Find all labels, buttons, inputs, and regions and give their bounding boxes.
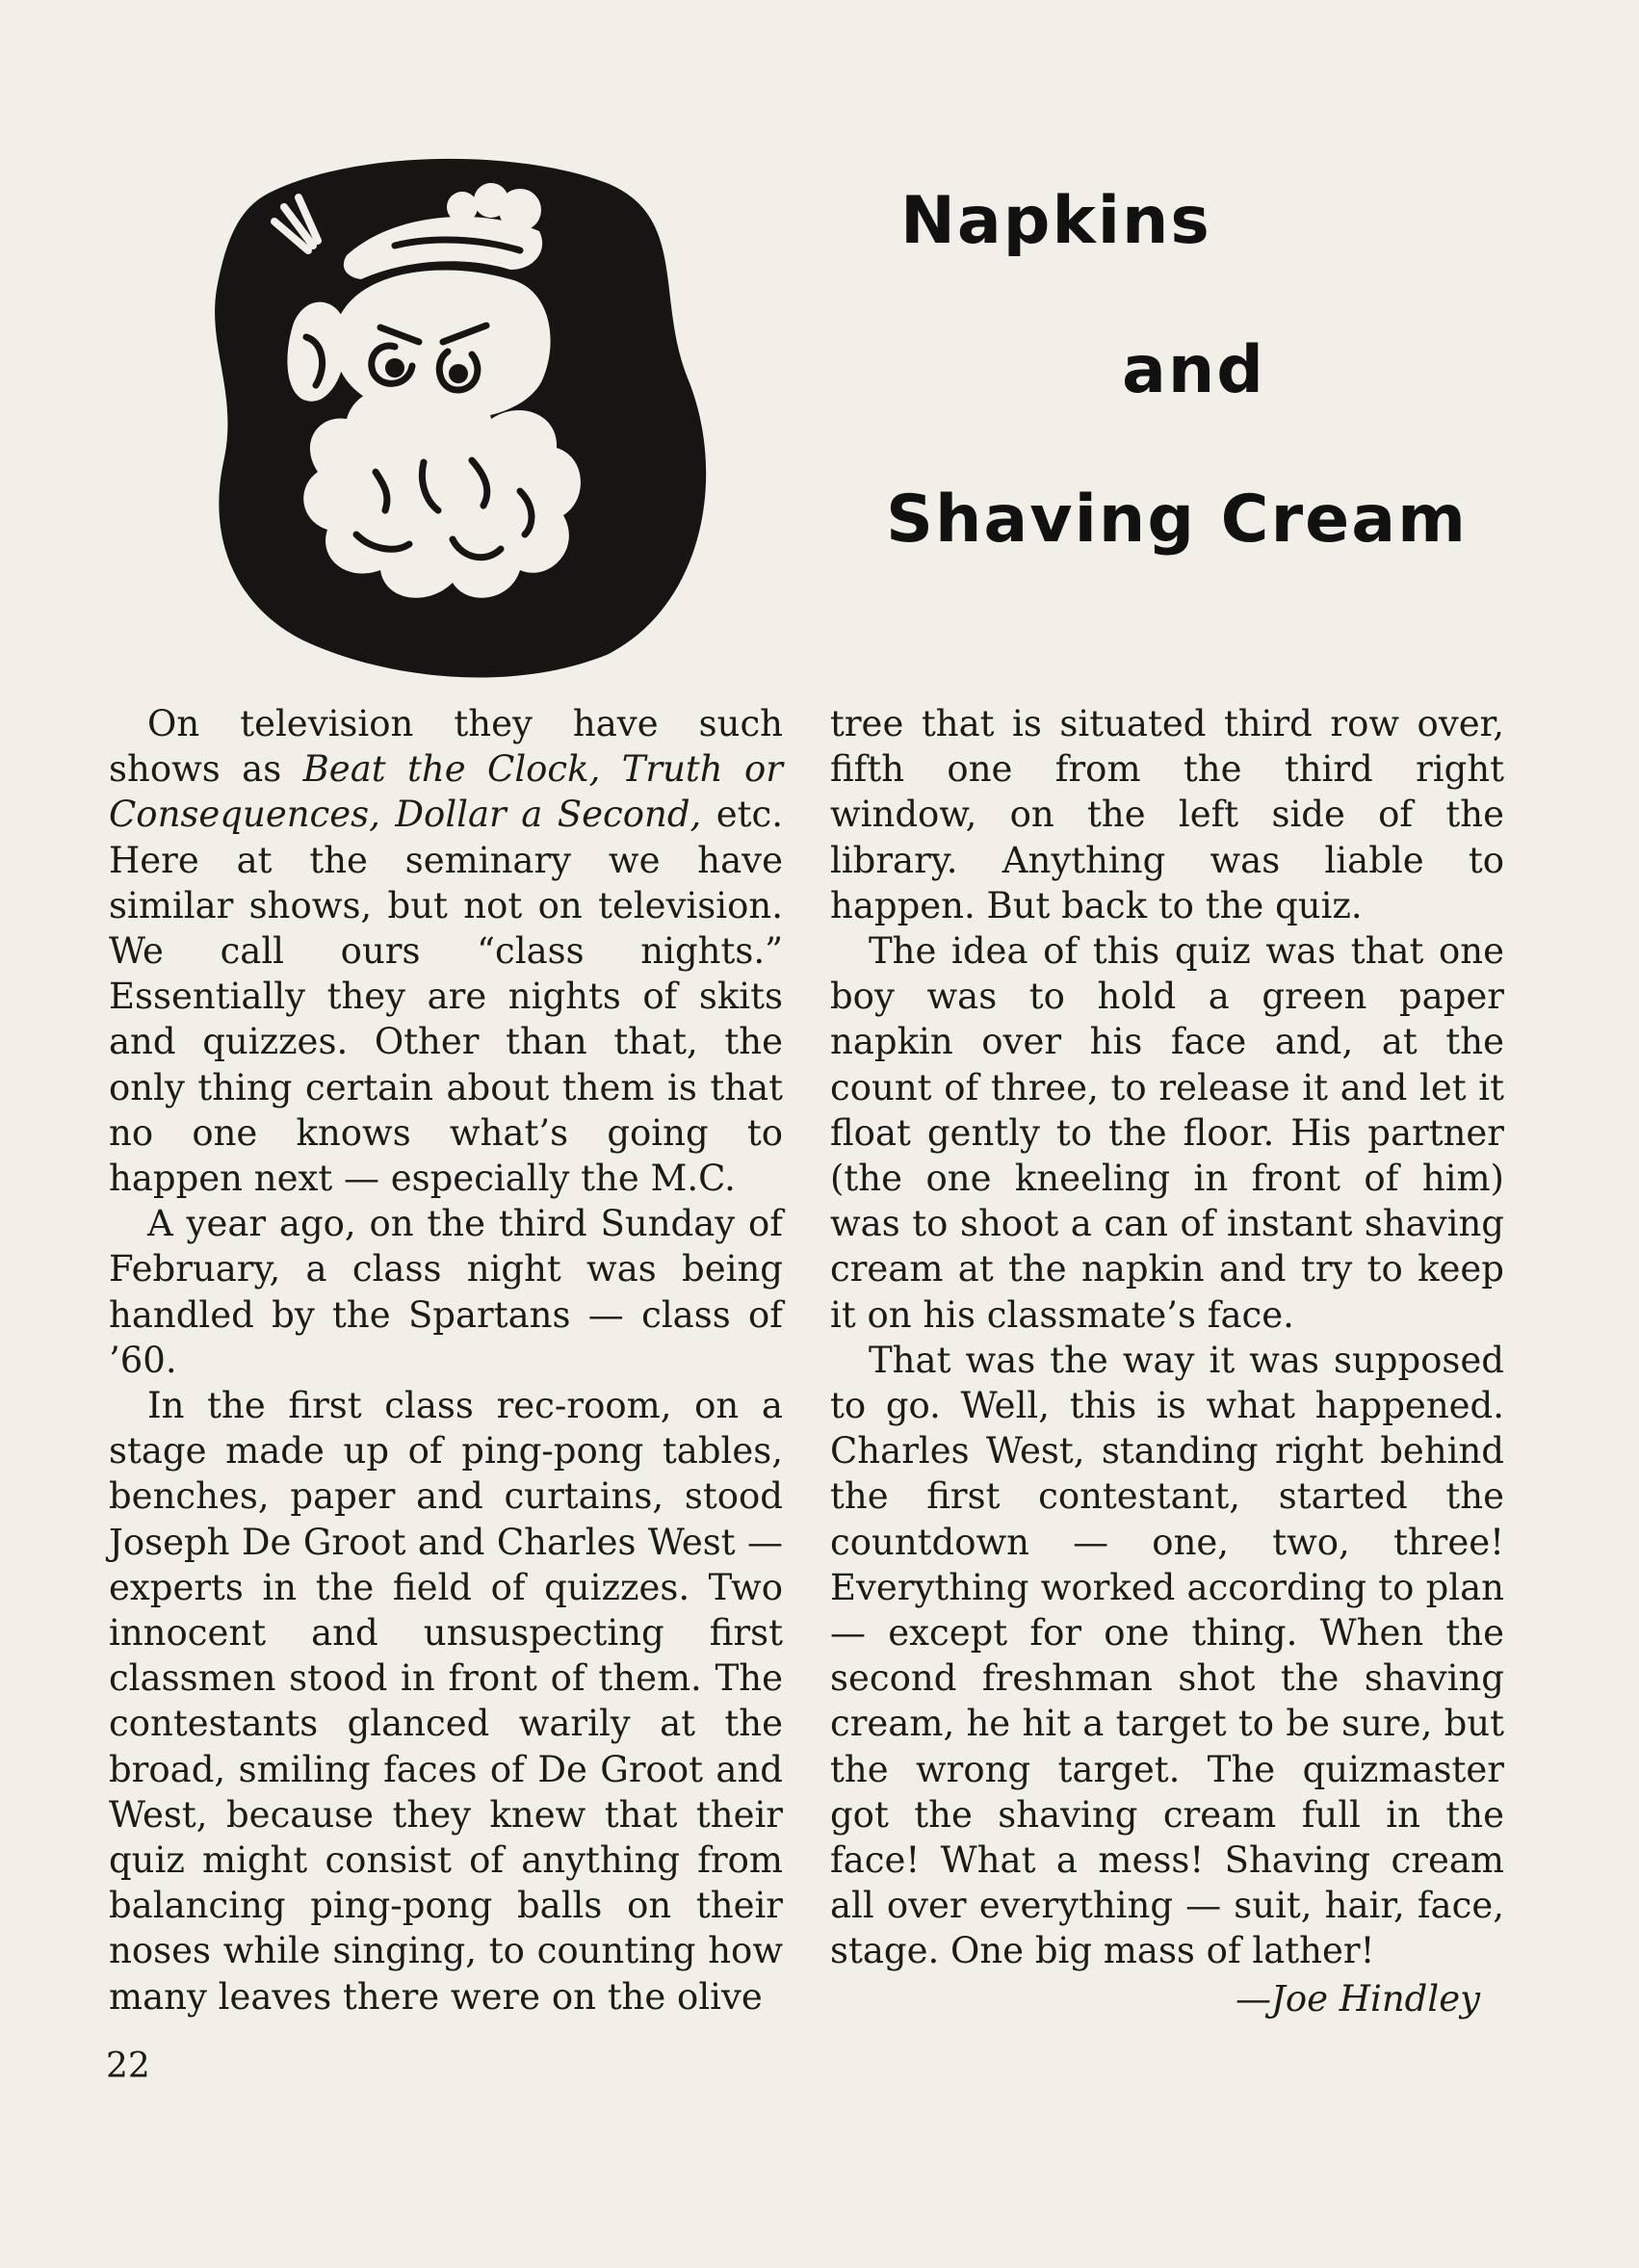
article-title-line-2: and [1122, 332, 1265, 408]
article-title-line-3: Shaving Cream [886, 482, 1468, 558]
paragraph-quiz-idea: The idea of this quiz was that one boy was to hold a green paper napkin over his face and, at the count of three, to release it and let it float gently to the floor. His partner (the one kneeling in front of him) was to shoot a can of instant shaving cream at the napkin and try to keep it on his classmate’s face. [830, 930, 1504, 1336]
paragraph-text: On television they have such shows as [109, 703, 783, 791]
right-column [830, 701, 1504, 2021]
bearded-face-icon [202, 154, 722, 679]
paragraph-text: etc. Here at the seminary we have similar shows, but not on television. We call ours “class nights.” Essentially they are nights of skits and quizzes. Other than that, the only thing certain about them is that no one knows what’s going to happen next — especially the M.C. [109, 794, 784, 1200]
show-titles: Beat the Clock, Truth or Consequences, Dollar a Second, [109, 748, 783, 836]
paragraph-intro [109, 701, 783, 1201]
author-byline: —Joe Hindley [1235, 1977, 1480, 2020]
paragraph-stage: In the first class rec-room, on a stage made up of ping-pong tables, benches, paper and curtains, stood Joseph De Groot and Charles West — experts in the field of quizzes. Two innocent and unsuspecting first classmen stood in front of them. The contestants glanced warily at the broad, smiling faces of De Groot and West, because they knew that their quiz might consist of anything from balancing ping-pong balls on their noses while singing, to counting how many leaves there were on the olive [109, 1385, 783, 2018]
paragraph-stage-continued: tree that is situated third row over, fifth one from the third right window, on the left side of the library. Anything was liable to happen. But back to the quiz. [830, 703, 1504, 926]
page-number: 22 [106, 2046, 150, 2086]
paragraph-what-happened: That was the way it was supposed to go. Well, this is what happened. Charles West, standing right behind the first contestant, started the countdown — one, two, three! Everything worked according to plan — except for one thing. When the second freshman shot the shaving cream, he hit a target to be sure, but the wrong target. The quizmaster got the shaving cream full in the face! What a mess! Shaving cream all over everything — suit, hair, face, stage. One big mass of lather! [830, 1339, 1504, 1972]
paragraph-class-night: A year ago, on the third Sunday of February, a class night was being handled by the Spartans — class of ’60. [109, 1203, 783, 1381]
article-title-line-1: Napkins [900, 183, 1211, 259]
left-column [109, 701, 783, 2020]
